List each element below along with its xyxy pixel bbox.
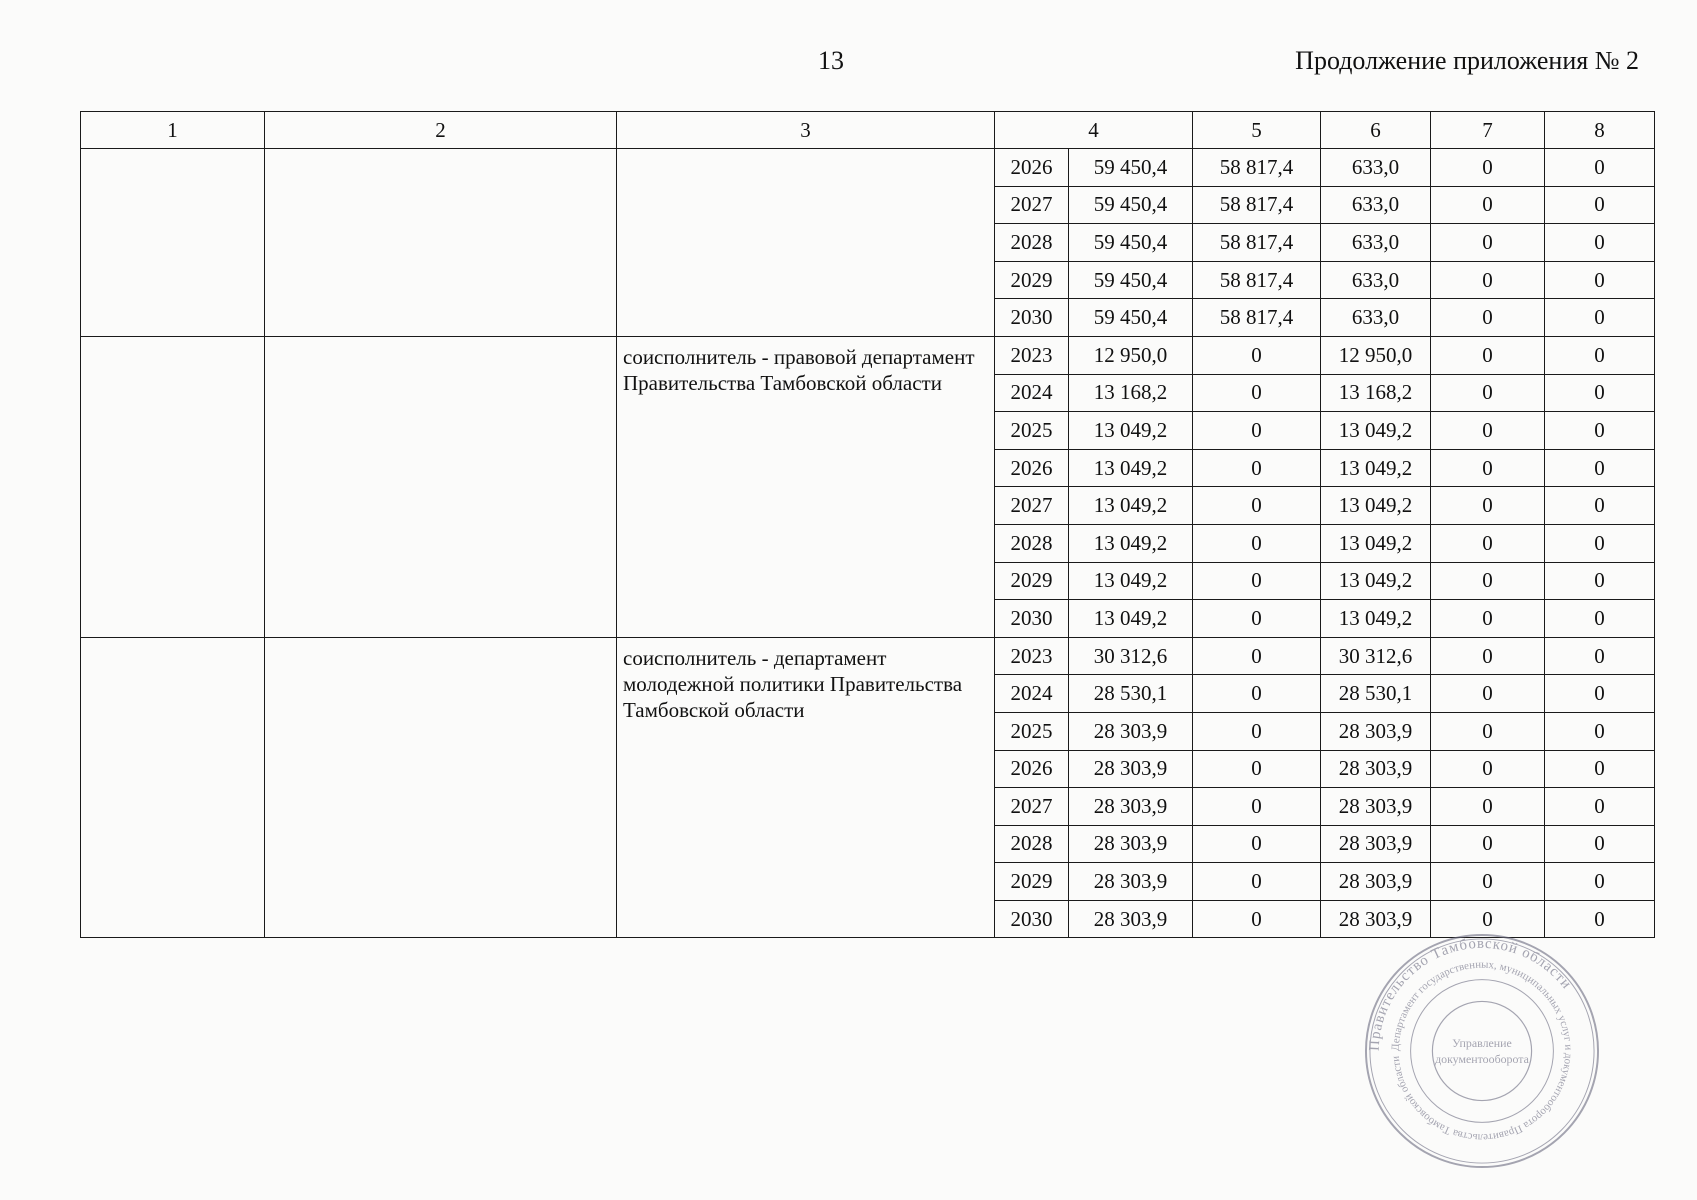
value-cell-c5: 0 <box>1193 336 1321 374</box>
budget-table <box>80 111 1655 938</box>
value-cell-c6: 13 049,2 <box>1321 412 1431 450</box>
value-cell-c7: 0 <box>1431 750 1545 788</box>
cell-col1 <box>81 149 265 337</box>
year-cell: 2027 <box>995 788 1069 826</box>
value-cell-c4: 13 049,2 <box>1069 600 1193 638</box>
value-cell-c8: 0 <box>1545 299 1655 337</box>
value-cell-c4: 30 312,6 <box>1069 637 1193 675</box>
value-cell-c6: 28 303,9 <box>1321 788 1431 826</box>
value-cell-c4: 12 950,0 <box>1069 336 1193 374</box>
value-cell-c7: 0 <box>1431 637 1545 675</box>
value-cell-c4: 13 049,2 <box>1069 412 1193 450</box>
svg-text:документооборота: документооборота <box>1435 1051 1529 1066</box>
column-header: 8 <box>1545 112 1655 149</box>
year-cell: 2026 <box>995 149 1069 187</box>
value-cell-c6: 13 049,2 <box>1321 449 1431 487</box>
value-cell-c8: 0 <box>1545 600 1655 638</box>
year-cell: 2028 <box>995 224 1069 262</box>
value-cell-c7: 0 <box>1431 261 1545 299</box>
value-cell-c8: 0 <box>1545 637 1655 675</box>
value-cell-c7: 0 <box>1431 900 1545 938</box>
value-cell-c7: 0 <box>1431 712 1545 750</box>
value-cell-c8: 0 <box>1545 186 1655 224</box>
value-cell-c8: 0 <box>1545 224 1655 262</box>
value-cell-c7: 0 <box>1431 863 1545 901</box>
svg-text:Правительство Тамбовской облас: Правительство Тамбовской области <box>1366 935 1575 1052</box>
value-cell-c5: 58 817,4 <box>1193 149 1321 187</box>
value-cell-c5: 0 <box>1193 900 1321 938</box>
svg-text:Департамент государственных, м: Департамент государственных, муниципальных услуг и документооборота Правительства Тамбовской области <box>1389 958 1575 1144</box>
value-cell-c5: 0 <box>1193 449 1321 487</box>
value-cell-c8: 0 <box>1545 788 1655 826</box>
value-cell-c6: 28 303,9 <box>1321 900 1431 938</box>
value-cell-c6: 30 312,6 <box>1321 637 1431 675</box>
year-cell: 2024 <box>995 374 1069 412</box>
value-cell-c4: 28 303,9 <box>1069 825 1193 863</box>
cell-col2 <box>265 149 617 337</box>
value-cell-c4: 59 450,4 <box>1069 299 1193 337</box>
value-cell-c7: 0 <box>1431 562 1545 600</box>
value-cell-c6: 28 530,1 <box>1321 675 1431 713</box>
value-cell-c6: 633,0 <box>1321 186 1431 224</box>
value-cell-c7: 0 <box>1431 449 1545 487</box>
value-cell-c6: 13 168,2 <box>1321 374 1431 412</box>
value-cell-c6: 13 049,2 <box>1321 600 1431 638</box>
value-cell-c4: 28 303,9 <box>1069 900 1193 938</box>
cell-col1 <box>81 637 265 938</box>
value-cell-c7: 0 <box>1431 412 1545 450</box>
year-cell: 2029 <box>995 863 1069 901</box>
value-cell-c8: 0 <box>1545 900 1655 938</box>
value-cell-c5: 0 <box>1193 863 1321 901</box>
column-number-row <box>81 112 1655 149</box>
value-cell-c8: 0 <box>1545 863 1655 901</box>
value-cell-c6: 28 303,9 <box>1321 863 1431 901</box>
svg-text:Управление: Управление <box>1452 1036 1512 1051</box>
value-cell-c4: 13 168,2 <box>1069 374 1193 412</box>
value-cell-c4: 13 049,2 <box>1069 524 1193 562</box>
value-cell-c4: 13 049,2 <box>1069 487 1193 525</box>
value-cell-c7: 0 <box>1431 374 1545 412</box>
table-row <box>81 637 1655 675</box>
column-header: 5 <box>1193 112 1321 149</box>
column-header: 6 <box>1321 112 1431 149</box>
value-cell-c6: 633,0 <box>1321 224 1431 262</box>
executor-cell <box>617 149 995 337</box>
value-cell-c6: 13 049,2 <box>1321 562 1431 600</box>
cell-col1 <box>81 336 265 637</box>
value-cell-c5: 58 817,4 <box>1193 224 1321 262</box>
value-cell-c6: 28 303,9 <box>1321 712 1431 750</box>
year-cell: 2030 <box>995 600 1069 638</box>
year-cell: 2024 <box>995 675 1069 713</box>
value-cell-c8: 0 <box>1545 336 1655 374</box>
value-cell-c6: 13 049,2 <box>1321 524 1431 562</box>
value-cell-c5: 0 <box>1193 412 1321 450</box>
year-cell: 2028 <box>995 524 1069 562</box>
value-cell-c6: 13 049,2 <box>1321 487 1431 525</box>
table-row <box>81 336 1655 374</box>
value-cell-c8: 0 <box>1545 149 1655 187</box>
column-header: 1 <box>81 112 265 149</box>
value-cell-c8: 0 <box>1545 449 1655 487</box>
value-cell-c7: 0 <box>1431 788 1545 826</box>
value-cell-c4: 28 303,9 <box>1069 788 1193 826</box>
value-cell-c8: 0 <box>1545 712 1655 750</box>
value-cell-c5: 0 <box>1193 524 1321 562</box>
cell-col2 <box>265 336 617 637</box>
year-cell: 2027 <box>995 186 1069 224</box>
value-cell-c6: 28 303,9 <box>1321 825 1431 863</box>
value-cell-c4: 59 450,4 <box>1069 186 1193 224</box>
value-cell-c7: 0 <box>1431 186 1545 224</box>
annex-label: Продолжение приложения № 2 <box>1295 46 1639 75</box>
value-cell-c6: 633,0 <box>1321 299 1431 337</box>
value-cell-c8: 0 <box>1545 750 1655 788</box>
value-cell-c5: 0 <box>1193 374 1321 412</box>
table-row <box>81 149 1655 187</box>
official-stamp <box>1363 932 1601 1170</box>
value-cell-c5: 58 817,4 <box>1193 186 1321 224</box>
value-cell-c5: 58 817,4 <box>1193 299 1321 337</box>
value-cell-c7: 0 <box>1431 675 1545 713</box>
year-cell: 2029 <box>995 562 1069 600</box>
value-cell-c8: 0 <box>1545 261 1655 299</box>
page-number: 13 <box>818 46 844 75</box>
value-cell-c8: 0 <box>1545 675 1655 713</box>
value-cell-c4: 13 049,2 <box>1069 449 1193 487</box>
value-cell-c6: 633,0 <box>1321 261 1431 299</box>
value-cell-c4: 59 450,4 <box>1069 149 1193 187</box>
column-header: 2 <box>265 112 617 149</box>
value-cell-c5: 0 <box>1193 637 1321 675</box>
value-cell-c5: 0 <box>1193 750 1321 788</box>
value-cell-c4: 28 303,9 <box>1069 750 1193 788</box>
value-cell-c5: 0 <box>1193 788 1321 826</box>
value-cell-c4: 59 450,4 <box>1069 261 1193 299</box>
value-cell-c4: 13 049,2 <box>1069 562 1193 600</box>
value-cell-c5: 0 <box>1193 712 1321 750</box>
value-cell-c5: 0 <box>1193 825 1321 863</box>
value-cell-c7: 0 <box>1431 524 1545 562</box>
value-cell-c8: 0 <box>1545 825 1655 863</box>
value-cell-c4: 28 303,9 <box>1069 712 1193 750</box>
value-cell-c8: 0 <box>1545 374 1655 412</box>
column-header: 4 <box>995 112 1193 149</box>
value-cell-c6: 633,0 <box>1321 149 1431 187</box>
value-cell-c7: 0 <box>1431 487 1545 525</box>
year-cell: 2023 <box>995 637 1069 675</box>
value-cell-c6: 12 950,0 <box>1321 336 1431 374</box>
value-cell-c8: 0 <box>1545 487 1655 525</box>
value-cell-c4: 28 530,1 <box>1069 675 1193 713</box>
year-cell: 2026 <box>995 449 1069 487</box>
value-cell-c5: 0 <box>1193 562 1321 600</box>
value-cell-c4: 28 303,9 <box>1069 863 1193 901</box>
value-cell-c5: 58 817,4 <box>1193 261 1321 299</box>
column-header: 3 <box>617 112 995 149</box>
year-cell: 2026 <box>995 750 1069 788</box>
value-cell-c7: 0 <box>1431 299 1545 337</box>
year-cell: 2023 <box>995 336 1069 374</box>
executor-cell: соисполнитель - департамент молодежной политики Правительства Тамбовской области <box>617 637 995 938</box>
year-cell: 2030 <box>995 900 1069 938</box>
value-cell-c8: 0 <box>1545 412 1655 450</box>
value-cell-c5: 0 <box>1193 487 1321 525</box>
value-cell-c7: 0 <box>1431 336 1545 374</box>
value-cell-c5: 0 <box>1193 675 1321 713</box>
executor-cell: соисполнитель - правовой департамент Правительства Тамбовской области <box>617 336 995 637</box>
value-cell-c5: 0 <box>1193 600 1321 638</box>
column-header: 7 <box>1431 112 1545 149</box>
year-cell: 2025 <box>995 412 1069 450</box>
value-cell-c8: 0 <box>1545 524 1655 562</box>
value-cell-c6: 28 303,9 <box>1321 750 1431 788</box>
cell-col2 <box>265 637 617 938</box>
value-cell-c7: 0 <box>1431 825 1545 863</box>
year-cell: 2029 <box>995 261 1069 299</box>
year-cell: 2027 <box>995 487 1069 525</box>
year-cell: 2028 <box>995 825 1069 863</box>
value-cell-c8: 0 <box>1545 562 1655 600</box>
year-cell: 2025 <box>995 712 1069 750</box>
value-cell-c7: 0 <box>1431 224 1545 262</box>
value-cell-c7: 0 <box>1431 600 1545 638</box>
value-cell-c7: 0 <box>1431 149 1545 187</box>
year-cell: 2030 <box>995 299 1069 337</box>
value-cell-c4: 59 450,4 <box>1069 224 1193 262</box>
